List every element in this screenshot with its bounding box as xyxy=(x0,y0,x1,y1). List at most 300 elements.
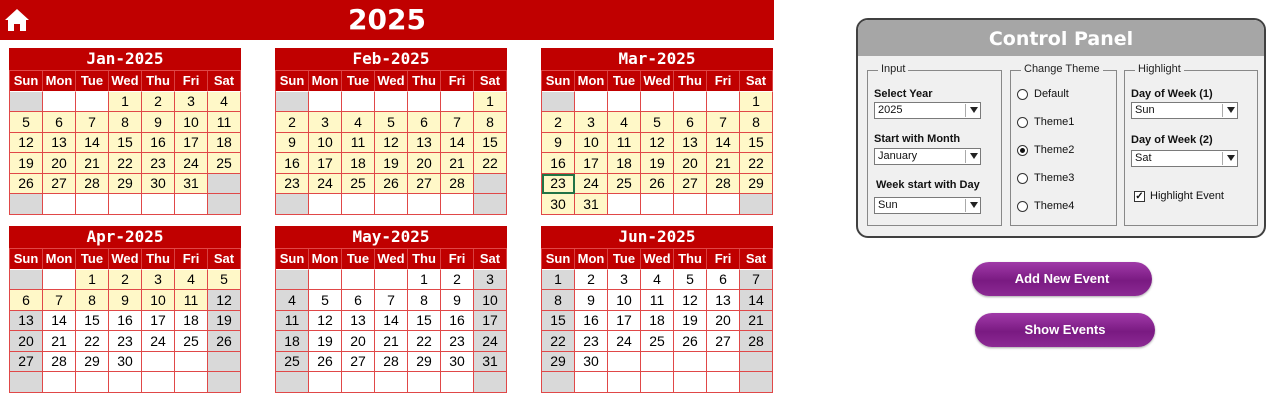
day-cell[interactable]: 20 xyxy=(408,153,441,174)
empty-day-cell[interactable] xyxy=(10,194,43,215)
day-cell[interactable]: 10 xyxy=(142,290,175,311)
day-cell[interactable]: 6 xyxy=(674,112,707,133)
day-cell[interactable]: 6 xyxy=(43,112,76,133)
day-cell[interactable]: 10 xyxy=(575,133,608,154)
empty-day-cell[interactable] xyxy=(707,372,740,393)
day-cell[interactable]: 5 xyxy=(208,270,241,291)
empty-day-cell[interactable] xyxy=(342,372,375,393)
day-cell[interactable]: 22 xyxy=(542,331,575,352)
day-cell[interactable]: 3 xyxy=(309,112,342,133)
empty-day-cell[interactable] xyxy=(43,372,76,393)
day-cell[interactable]: 30 xyxy=(142,174,175,195)
day-cell[interactable]: 8 xyxy=(474,112,507,133)
weekday-header: Wed xyxy=(641,249,674,270)
empty-day-cell[interactable] xyxy=(276,92,309,113)
week-start-dropdown[interactable] xyxy=(874,197,981,214)
day-cell[interactable]: 11 xyxy=(208,112,241,133)
empty-day-cell[interactable] xyxy=(43,194,76,215)
day-cell[interactable]: 18 xyxy=(175,311,208,332)
empty-day-cell[interactable] xyxy=(175,194,208,215)
day-cell[interactable]: 5 xyxy=(641,112,674,133)
show-events-button[interactable]: Show Events xyxy=(975,313,1155,347)
dropdown-separator xyxy=(965,104,966,117)
empty-day-cell[interactable] xyxy=(208,174,241,195)
empty-day-cell[interactable] xyxy=(575,92,608,113)
month-grid xyxy=(275,70,507,215)
day-cell[interactable]: 13 xyxy=(43,133,76,154)
day-cell[interactable]: 19 xyxy=(375,153,408,174)
empty-day-cell[interactable] xyxy=(142,194,175,215)
day-cell[interactable]: 28 xyxy=(441,174,474,195)
day-cell[interactable]: 31 xyxy=(575,194,608,215)
day-cell[interactable]: 9 xyxy=(276,133,309,154)
empty-day-cell[interactable] xyxy=(441,372,474,393)
day-cell[interactable]: 15 xyxy=(76,311,109,332)
day-cell[interactable]: 15 xyxy=(109,133,142,154)
day-cell[interactable]: 9 xyxy=(575,290,608,311)
empty-day-cell[interactable] xyxy=(342,92,375,113)
empty-day-cell[interactable] xyxy=(309,92,342,113)
day-cell[interactable]: 25 xyxy=(342,174,375,195)
day-cell[interactable]: 17 xyxy=(575,153,608,174)
day-cell[interactable]: 6 xyxy=(408,112,441,133)
select-year-dropdown[interactable] xyxy=(874,102,981,119)
day-cell[interactable]: 30 xyxy=(441,352,474,373)
empty-day-cell[interactable] xyxy=(175,352,208,373)
day-cell[interactable]: 22 xyxy=(740,153,773,174)
day-cell[interactable]: 2 xyxy=(542,112,575,133)
month-calendar xyxy=(275,48,507,215)
day-cell[interactable]: 11 xyxy=(608,133,641,154)
empty-day-cell[interactable] xyxy=(641,92,674,113)
theme-radio-label: Default xyxy=(1034,88,1069,100)
day-cell[interactable]: 10 xyxy=(474,290,507,311)
empty-day-cell[interactable] xyxy=(375,194,408,215)
weekday-header: Fri xyxy=(441,71,474,92)
month-title: Feb-2025 xyxy=(275,48,507,70)
day-cell[interactable]: 4 xyxy=(208,92,241,113)
day-cell[interactable]: 21 xyxy=(43,331,76,352)
day-cell[interactable]: 13 xyxy=(10,311,43,332)
weekday-header: Sat xyxy=(208,71,241,92)
day-cell[interactable]: 9 xyxy=(441,290,474,311)
day-cell[interactable]: 4 xyxy=(276,290,309,311)
day-cell[interactable]: 16 xyxy=(575,311,608,332)
day-cell[interactable]: 26 xyxy=(641,174,674,195)
day-cell[interactable]: 11 xyxy=(641,290,674,311)
weekday-header: Wed xyxy=(375,249,408,270)
day-cell[interactable]: 8 xyxy=(76,290,109,311)
day-cell[interactable]: 22 xyxy=(408,331,441,352)
day-cell[interactable]: 11 xyxy=(175,290,208,311)
day-cell[interactable]: 25 xyxy=(608,174,641,195)
day-cell[interactable]: 28 xyxy=(43,352,76,373)
day-cell[interactable]: 28 xyxy=(375,352,408,373)
day-cell[interactable]: 10 xyxy=(309,133,342,154)
day-cell[interactable]: 23 xyxy=(142,153,175,174)
empty-day-cell[interactable] xyxy=(608,92,641,113)
month-title: Jan-2025 xyxy=(9,48,241,70)
theme-radio-theme1[interactable] xyxy=(1017,116,1074,128)
day-cell[interactable]: 29 xyxy=(542,352,575,373)
empty-day-cell[interactable] xyxy=(408,92,441,113)
theme-radio-label: Theme1 xyxy=(1034,116,1075,128)
day-cell[interactable]: 14 xyxy=(43,311,76,332)
empty-day-cell[interactable] xyxy=(375,270,408,291)
day-cell[interactable]: 6 xyxy=(707,270,740,291)
day-cell[interactable]: 23 xyxy=(276,174,309,195)
empty-day-cell[interactable] xyxy=(76,194,109,215)
day-cell[interactable]: 20 xyxy=(674,153,707,174)
dow2-dropdown[interactable] xyxy=(1131,150,1238,167)
day-cell[interactable]: 8 xyxy=(408,290,441,311)
day-cell[interactable]: 15 xyxy=(740,133,773,154)
day-cell[interactable]: 30 xyxy=(542,194,575,215)
day-cell[interactable]: 16 xyxy=(276,153,309,174)
day-cell[interactable]: 10 xyxy=(175,112,208,133)
weekday-header: Thu xyxy=(674,71,707,92)
add-new-event-button[interactable]: Add New Event xyxy=(972,262,1152,296)
day-cell[interactable]: 13 xyxy=(707,290,740,311)
empty-day-cell[interactable] xyxy=(175,372,208,393)
day-cell[interactable]: 18 xyxy=(608,153,641,174)
day-cell[interactable]: 1 xyxy=(76,270,109,291)
day-cell[interactable]: 29 xyxy=(76,352,109,373)
day-cell[interactable]: 13 xyxy=(342,311,375,332)
empty-day-cell[interactable] xyxy=(342,194,375,215)
day-cell[interactable]: 20 xyxy=(10,331,43,352)
empty-day-cell[interactable] xyxy=(608,372,641,393)
day-cell[interactable]: 23 xyxy=(542,174,575,195)
day-cell[interactable]: 12 xyxy=(309,311,342,332)
weekday-header: Mon xyxy=(43,71,76,92)
day-cell[interactable]: 27 xyxy=(674,174,707,195)
day-cell[interactable]: 6 xyxy=(342,290,375,311)
day-cell[interactable]: 16 xyxy=(142,133,175,154)
day-cell[interactable]: 14 xyxy=(375,311,408,332)
day-cell[interactable]: 25 xyxy=(276,352,309,373)
theme-radio-theme2[interactable] xyxy=(1017,144,1074,156)
day-cell[interactable]: 1 xyxy=(542,270,575,291)
empty-day-cell[interactable] xyxy=(309,270,342,291)
empty-day-cell[interactable] xyxy=(608,194,641,215)
day-cell[interactable]: 24 xyxy=(608,331,641,352)
day-cell[interactable]: 7 xyxy=(740,270,773,291)
day-cell[interactable]: 28 xyxy=(76,174,109,195)
day-cell[interactable]: 21 xyxy=(441,153,474,174)
day-cell[interactable]: 20 xyxy=(43,153,76,174)
day-cell[interactable]: 24 xyxy=(142,331,175,352)
day-cell[interactable]: 5 xyxy=(674,270,707,291)
day-cell[interactable]: 27 xyxy=(43,174,76,195)
day-cell[interactable]: 18 xyxy=(342,153,375,174)
day-cell[interactable]: 16 xyxy=(542,153,575,174)
day-cell[interactable]: 4 xyxy=(342,112,375,133)
empty-day-cell[interactable] xyxy=(10,270,43,291)
empty-day-cell[interactable] xyxy=(674,194,707,215)
day-cell[interactable]: 22 xyxy=(76,331,109,352)
theme-radio-label: Theme2 xyxy=(1034,144,1075,156)
day-cell[interactable]: 2 xyxy=(142,92,175,113)
empty-day-cell[interactable] xyxy=(707,92,740,113)
day-cell[interactable]: 16 xyxy=(441,311,474,332)
empty-day-cell[interactable] xyxy=(641,194,674,215)
day-cell[interactable]: 21 xyxy=(707,153,740,174)
empty-day-cell[interactable] xyxy=(208,194,241,215)
dow2-value: Sat xyxy=(1135,152,1152,164)
day-cell[interactable]: 5 xyxy=(10,112,43,133)
weekday-header: Sat xyxy=(740,71,773,92)
empty-day-cell[interactable] xyxy=(674,352,707,373)
day-cell[interactable]: 13 xyxy=(674,133,707,154)
empty-day-cell[interactable] xyxy=(674,92,707,113)
theme-radio-default[interactable] xyxy=(1017,88,1069,100)
day-cell[interactable]: 12 xyxy=(375,133,408,154)
weekday-header: Fri xyxy=(175,249,208,270)
day-cell[interactable]: 8 xyxy=(109,112,142,133)
empty-day-cell[interactable] xyxy=(142,372,175,393)
day-cell[interactable]: 1 xyxy=(474,92,507,113)
empty-day-cell[interactable] xyxy=(109,372,142,393)
theme-radio-theme3[interactable] xyxy=(1017,172,1074,184)
day-cell[interactable]: 30 xyxy=(109,352,142,373)
empty-day-cell[interactable] xyxy=(276,270,309,291)
control-panel-title: Control Panel xyxy=(858,20,1264,56)
day-cell[interactable]: 25 xyxy=(175,331,208,352)
day-cell[interactable]: 28 xyxy=(740,331,773,352)
day-cell[interactable]: 12 xyxy=(10,133,43,154)
chevron-down-icon xyxy=(970,202,978,208)
highlight-event-label: Highlight Event xyxy=(1150,190,1224,202)
year-title: 2025 xyxy=(348,3,426,36)
day-cell[interactable]: 2 xyxy=(441,270,474,291)
empty-day-cell[interactable] xyxy=(208,352,241,373)
day-cell[interactable]: 12 xyxy=(674,290,707,311)
day-cell[interactable]: 31 xyxy=(474,352,507,373)
day-cell[interactable]: 3 xyxy=(142,270,175,291)
day-cell[interactable]: 17 xyxy=(309,153,342,174)
day-cell[interactable]: 27 xyxy=(10,352,43,373)
day-cell[interactable]: 1 xyxy=(109,92,142,113)
weekday-header: Mon xyxy=(309,249,342,270)
day-cell[interactable]: 18 xyxy=(276,331,309,352)
empty-day-cell[interactable] xyxy=(10,92,43,113)
day-cell[interactable]: 22 xyxy=(474,153,507,174)
empty-day-cell[interactable] xyxy=(641,372,674,393)
day-cell[interactable]: 7 xyxy=(43,290,76,311)
day-cell[interactable]: 20 xyxy=(342,331,375,352)
day-cell[interactable]: 2 xyxy=(276,112,309,133)
day-cell[interactable]: 29 xyxy=(740,174,773,195)
empty-day-cell[interactable] xyxy=(408,372,441,393)
empty-day-cell[interactable] xyxy=(608,352,641,373)
empty-day-cell[interactable] xyxy=(43,92,76,113)
weekday-header: Sat xyxy=(740,249,773,270)
empty-day-cell[interactable] xyxy=(142,352,175,373)
day-cell[interactable]: 6 xyxy=(10,290,43,311)
day-cell[interactable]: 17 xyxy=(474,311,507,332)
day-cell[interactable]: 26 xyxy=(375,174,408,195)
empty-day-cell[interactable] xyxy=(474,372,507,393)
day-cell[interactable]: 14 xyxy=(76,133,109,154)
empty-day-cell[interactable] xyxy=(276,372,309,393)
empty-day-cell[interactable] xyxy=(309,372,342,393)
day-cell[interactable]: 26 xyxy=(10,174,43,195)
day-cell[interactable]: 19 xyxy=(674,311,707,332)
day-cell[interactable]: 18 xyxy=(641,311,674,332)
empty-day-cell[interactable] xyxy=(542,372,575,393)
day-cell[interactable]: 15 xyxy=(408,311,441,332)
empty-day-cell[interactable] xyxy=(10,372,43,393)
day-cell[interactable]: 14 xyxy=(441,133,474,154)
empty-day-cell[interactable] xyxy=(276,194,309,215)
day-cell[interactable]: 7 xyxy=(375,290,408,311)
day-cell[interactable]: 21 xyxy=(375,331,408,352)
chevron-down-icon xyxy=(1227,155,1235,161)
empty-day-cell[interactable] xyxy=(474,194,507,215)
day-cell[interactable]: 8 xyxy=(542,290,575,311)
day-cell[interactable]: 26 xyxy=(674,331,707,352)
empty-day-cell[interactable] xyxy=(575,372,608,393)
day-cell[interactable]: 11 xyxy=(276,311,309,332)
start-month-dropdown[interactable] xyxy=(874,148,981,165)
day-cell[interactable]: 17 xyxy=(608,311,641,332)
day-cell[interactable]: 12 xyxy=(641,133,674,154)
day-cell[interactable]: 11 xyxy=(342,133,375,154)
day-cell[interactable]: 24 xyxy=(309,174,342,195)
day-cell[interactable]: 9 xyxy=(109,290,142,311)
day-cell[interactable]: 24 xyxy=(575,174,608,195)
empty-day-cell[interactable] xyxy=(408,194,441,215)
day-cell[interactable]: 16 xyxy=(109,311,142,332)
day-cell[interactable]: 3 xyxy=(175,92,208,113)
checkbox-icon: ✓ xyxy=(1135,190,1144,202)
day-cell[interactable]: 17 xyxy=(142,311,175,332)
empty-day-cell[interactable] xyxy=(309,194,342,215)
day-cell[interactable]: 5 xyxy=(309,290,342,311)
day-cell[interactable]: 25 xyxy=(208,153,241,174)
weekday-header: Mon xyxy=(575,249,608,270)
day-cell[interactable]: 4 xyxy=(175,270,208,291)
empty-day-cell[interactable] xyxy=(707,194,740,215)
highlight-event-checkbox[interactable] xyxy=(1134,190,1224,202)
day-cell[interactable]: 1 xyxy=(740,92,773,113)
day-cell[interactable]: 28 xyxy=(707,174,740,195)
month-title: Mar-2025 xyxy=(541,48,773,70)
empty-day-cell[interactable] xyxy=(542,92,575,113)
empty-day-cell[interactable] xyxy=(474,174,507,195)
day-cell[interactable]: 3 xyxy=(608,270,641,291)
day-cell[interactable]: 30 xyxy=(575,352,608,373)
day-cell[interactable]: 23 xyxy=(109,331,142,352)
day-cell[interactable]: 27 xyxy=(408,174,441,195)
select-year-value: 2025 xyxy=(878,104,903,116)
day-cell[interactable]: 15 xyxy=(542,311,575,332)
day-cell[interactable]: 14 xyxy=(707,133,740,154)
day-cell[interactable]: 23 xyxy=(441,331,474,352)
day-cell[interactable]: 2 xyxy=(109,270,142,291)
empty-day-cell[interactable] xyxy=(441,194,474,215)
day-cell[interactable]: 27 xyxy=(707,331,740,352)
empty-day-cell[interactable] xyxy=(740,352,773,373)
day-cell[interactable]: 3 xyxy=(575,112,608,133)
day-cell[interactable]: 17 xyxy=(175,133,208,154)
day-cell[interactable]: 15 xyxy=(474,133,507,154)
empty-day-cell[interactable] xyxy=(707,352,740,373)
day-cell[interactable]: 8 xyxy=(740,112,773,133)
empty-day-cell[interactable] xyxy=(76,92,109,113)
select-year-label: Select Year xyxy=(874,88,933,100)
day-cell[interactable]: 31 xyxy=(175,174,208,195)
day-cell[interactable]: 13 xyxy=(408,133,441,154)
day-cell[interactable]: 12 xyxy=(208,290,241,311)
day-cell[interactable]: 29 xyxy=(408,352,441,373)
empty-day-cell[interactable] xyxy=(740,194,773,215)
empty-day-cell[interactable] xyxy=(208,372,241,393)
day-cell[interactable]: 2 xyxy=(575,270,608,291)
theme-radio-label: Theme3 xyxy=(1034,172,1075,184)
day-cell[interactable]: 26 xyxy=(309,352,342,373)
day-cell[interactable]: 7 xyxy=(707,112,740,133)
day-cell[interactable]: 19 xyxy=(641,153,674,174)
day-cell[interactable]: 1 xyxy=(408,270,441,291)
empty-day-cell[interactable] xyxy=(674,372,707,393)
day-cell[interactable]: 27 xyxy=(342,352,375,373)
weekday-header: Tue xyxy=(608,249,641,270)
day-cell[interactable]: 25 xyxy=(641,331,674,352)
empty-day-cell[interactable] xyxy=(375,92,408,113)
day-cell[interactable]: 18 xyxy=(208,133,241,154)
empty-day-cell[interactable] xyxy=(375,372,408,393)
empty-day-cell[interactable] xyxy=(109,194,142,215)
weekday-header: Sun xyxy=(276,71,309,92)
empty-day-cell[interactable] xyxy=(641,352,674,373)
day-cell[interactable]: 24 xyxy=(175,153,208,174)
highlight-group-label: Highlight xyxy=(1135,63,1184,75)
day-cell[interactable]: 20 xyxy=(707,311,740,332)
day-cell[interactable]: 21 xyxy=(76,153,109,174)
day-cell[interactable]: 19 xyxy=(309,331,342,352)
day-cell[interactable]: 9 xyxy=(142,112,175,133)
empty-day-cell[interactable] xyxy=(76,372,109,393)
weekday-header: Thu xyxy=(142,71,175,92)
day-cell[interactable]: 3 xyxy=(474,270,507,291)
day-cell[interactable]: 19 xyxy=(208,311,241,332)
theme-radio-theme4[interactable] xyxy=(1017,200,1074,212)
day-cell[interactable]: 10 xyxy=(608,290,641,311)
empty-day-cell[interactable] xyxy=(441,92,474,113)
day-cell[interactable]: 7 xyxy=(441,112,474,133)
day-cell[interactable]: 4 xyxy=(641,270,674,291)
day-cell[interactable]: 22 xyxy=(109,153,142,174)
empty-day-cell[interactable] xyxy=(43,270,76,291)
day-cell[interactable]: 21 xyxy=(740,311,773,332)
day-cell[interactable]: 26 xyxy=(208,331,241,352)
day-cell[interactable]: 7 xyxy=(76,112,109,133)
day-cell[interactable]: 5 xyxy=(375,112,408,133)
day-cell[interactable]: 4 xyxy=(608,112,641,133)
day-cell[interactable]: 19 xyxy=(10,153,43,174)
weekday-header: Tue xyxy=(608,71,641,92)
day-cell[interactable]: 29 xyxy=(109,174,142,195)
day-cell[interactable]: 14 xyxy=(740,290,773,311)
dow1-dropdown[interactable] xyxy=(1131,102,1238,119)
empty-day-cell[interactable] xyxy=(342,270,375,291)
day-cell[interactable]: 23 xyxy=(575,331,608,352)
day-cell[interactable]: 24 xyxy=(474,331,507,352)
day-cell[interactable]: 9 xyxy=(542,133,575,154)
empty-day-cell[interactable] xyxy=(740,372,773,393)
